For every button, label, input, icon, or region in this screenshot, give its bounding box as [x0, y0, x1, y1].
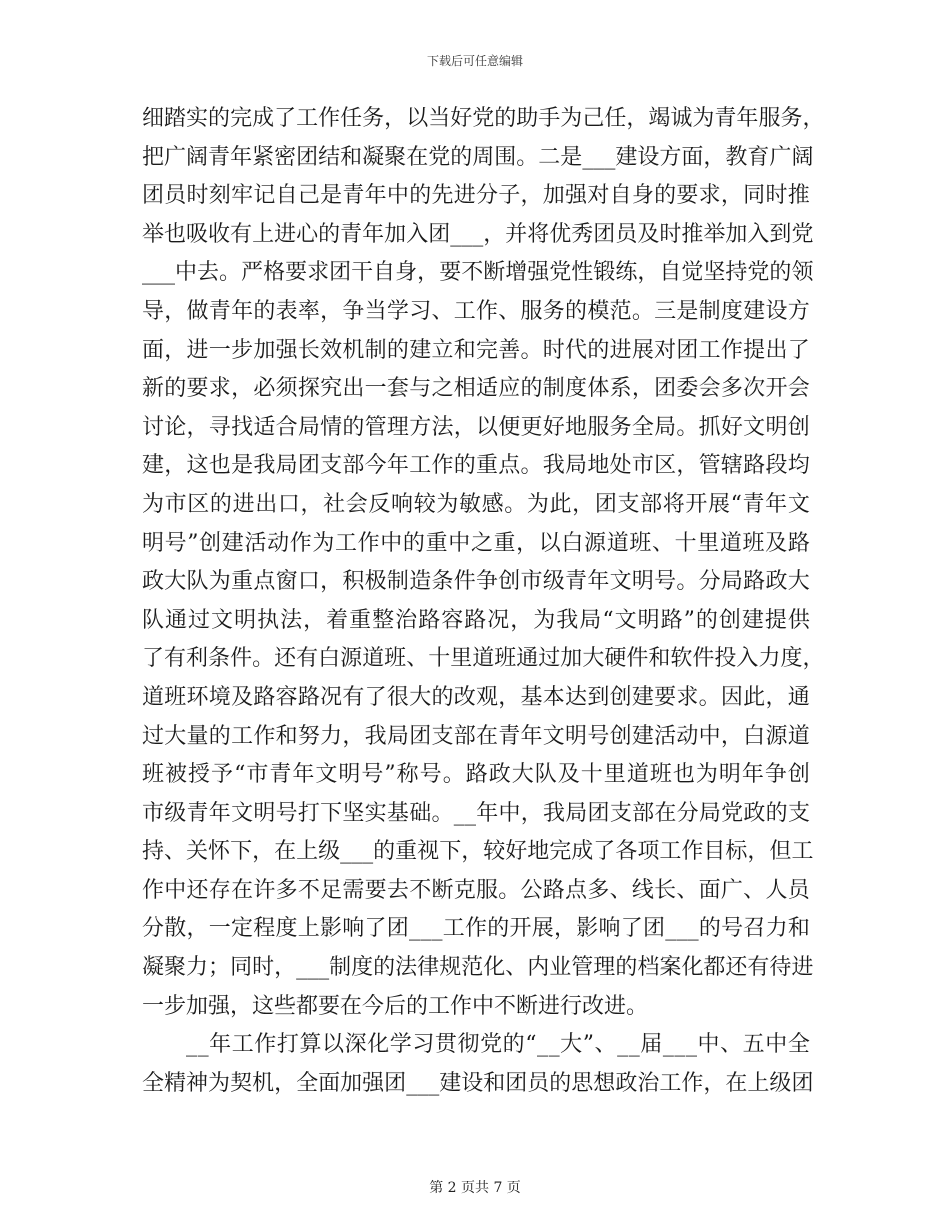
text-line: 政 大 队 为 重 点 窗 口 ， 积 极 制 造 条 件 争 创 市 级 青 年 文 明 号 。 分 局 路 政 大 [142, 569, 810, 595]
text-line: 过 大 量 的 工 作 和 努 力 ， 我 局 团 支 部 在 青 年 文 明 号 创 建 活 动 中 ， 白 源 道 [142, 723, 810, 749]
document-body [142, 100, 825, 1103]
text-line: 为 市 区 的 进 出 口 ， 社 会 反 响 较 为 敏 感 。 为 此 ， 团 支 部 将 开 展 “ 青 年 文 [142, 491, 810, 517]
text-line: _ _ 年 工 作 打 算 以 深 化 学 习 贯 彻 党 的 “ _ _ 大 ” 、 _ _ 届 _ _ _ 中 、 五 中 全 [186, 1032, 810, 1058]
page-footer: 第 2 页共 7 页 [429, 1180, 521, 1196]
text-line: 把 广 阔 青 年 紧 密 团 结 和 凝 聚 在 党 的 周 围 。 二 是 _ _ _ 建 设 方 面 ， 教 育 广 阔 [142, 144, 814, 170]
text-line: 全 精 神 为 契 机 ， 全 面 加 强 团 _ _ _ 建 设 和 团 员 的 思 想 政 治 工 作 ， 在 上 级 团 [142, 1070, 814, 1096]
paragraph [142, 1026, 814, 1103]
text-line: 导 ， 做 青 年 的 表 率 ， 争 当 学 习 、 工 作 、 服 务 的 模 范 。 三 是 制 度 建 设 方 [142, 298, 810, 324]
paragraph [142, 100, 825, 1026]
text-line: 了 有 利 条 件 。 还 有 白 源 道 班 、 十 里 道 班 通 过 加 大 硬 件 和 软 件 投 入 力 度 ， [142, 646, 825, 672]
text-line: 凝 聚 力 ； 同 时 ， _ _ _ 制 度 的 法 律 规 范 化 、 内 业 管 理 的 档 案 化 都 还 有 待 进 [142, 955, 814, 981]
page-header: 下载后可任意编辑 [426, 54, 523, 68]
text-line: _ _ _ 中 去 。 严 格 要 求 团 干 自 身 ， 要 不 断 增 强 党 性 锻 练 ， 自 觉 坚 持 党 的 领 [142, 260, 814, 286]
text-line: 道 班 环 境 及 路 容 路 况 有 了 很 大 的 改 观 ， 基 本 达 到 创 建 要 求 。 因 此 ， 通 [142, 684, 810, 710]
text-line: 持 、 关 怀 下 ， 在 上 级 _ _ _ 的 重 视 下 ， 较 好 地 完 成 了 各 项 工 作 目 标 ， 但 工 [142, 839, 814, 865]
text-line: 讨 论 ， 寻 找 适 合 局 情 的 管 理 方 法 ， 以 便 更 好 地 服 务 全 局 。 抓 好 文 明 创 [142, 414, 810, 440]
text-line: 细 踏 实 的 完 成 了 工 作 任 务 ， 以 当 好 党 的 助 手 为 己 任 ， 竭 诚 为 青 年 服 务 ， [142, 106, 825, 131]
text-line: 新 的 要 求 ， 必 须 探 究 出 一 套 与 之 相 适 应 的 制 度 体 系 ， 团 委 会 多 次 开 会 [142, 376, 810, 402]
text-line: 队 通 过 文 明 执 法 ， 着 重 整 治 路 容 路 况 ， 为 我 局 “ 文 明 路 ” 的 创 建 提 供 [142, 607, 810, 633]
text-line: 市 级 青 年 文 明 号 打 下 坚 实 基 础 。 _ _ 年 中 ， 我 局 团 支 部 在 分 局 党 政 的 支 [142, 800, 810, 826]
text-line: 一步加强，这些都要在今后的工作中不断进行改进。 [142, 993, 649, 1019]
text-line: 分 散 ， 一 定 程 度 上 影 响 了 团 _ _ _ 工 作 的 开 展 ， 影 响 了 团 _ _ _ 的 号 召 力 和 [142, 916, 810, 942]
text-line: 面 ， 进 一 步 加 强 长 效 机 制 的 建 立 和 完 善 。 时 代 的 进 展 对 团 工 作 提 出 了 [142, 337, 810, 363]
text-line: 建 ， 这 也 是 我 局 团 支 部 今 年 工 作 的 重 点 。 我 局 地 处 市 区 ， 管 辖 路 段 均 [142, 453, 810, 479]
text-line: 举 也 吸 收 有 上 进 心 的 青 年 加 入 团 _ _ _ ， 并 将 优 秀 团 员 及 时 推 举 加 入 到 党 [142, 221, 814, 247]
text-line: 班 被 授 予 “ 市 青 年 文 明 号 ” 称 号 。 路 政 大 队 及 十 里 道 班 也 为 明 年 争 创 [142, 762, 810, 788]
text-line: 明 号 ” 创 建 活 动 作 为 工 作 中 的 重 中 之 重 ， 以 白 源 道 班 、 十 里 道 班 及 路 [142, 530, 810, 556]
text-line: 作 中 还 存 在 许 多 不 足 需 要 去 不 断 克 服 。 公 路 点 多 、 线 长 、 面 广 、 人 员 [142, 877, 810, 903]
text-line: 团 员 时 刻 牢 记 自 己 是 青 年 中 的 先 进 分 子 ， 加 强 对 自 身 的 要 求 ， 同 时 推 [142, 183, 810, 209]
